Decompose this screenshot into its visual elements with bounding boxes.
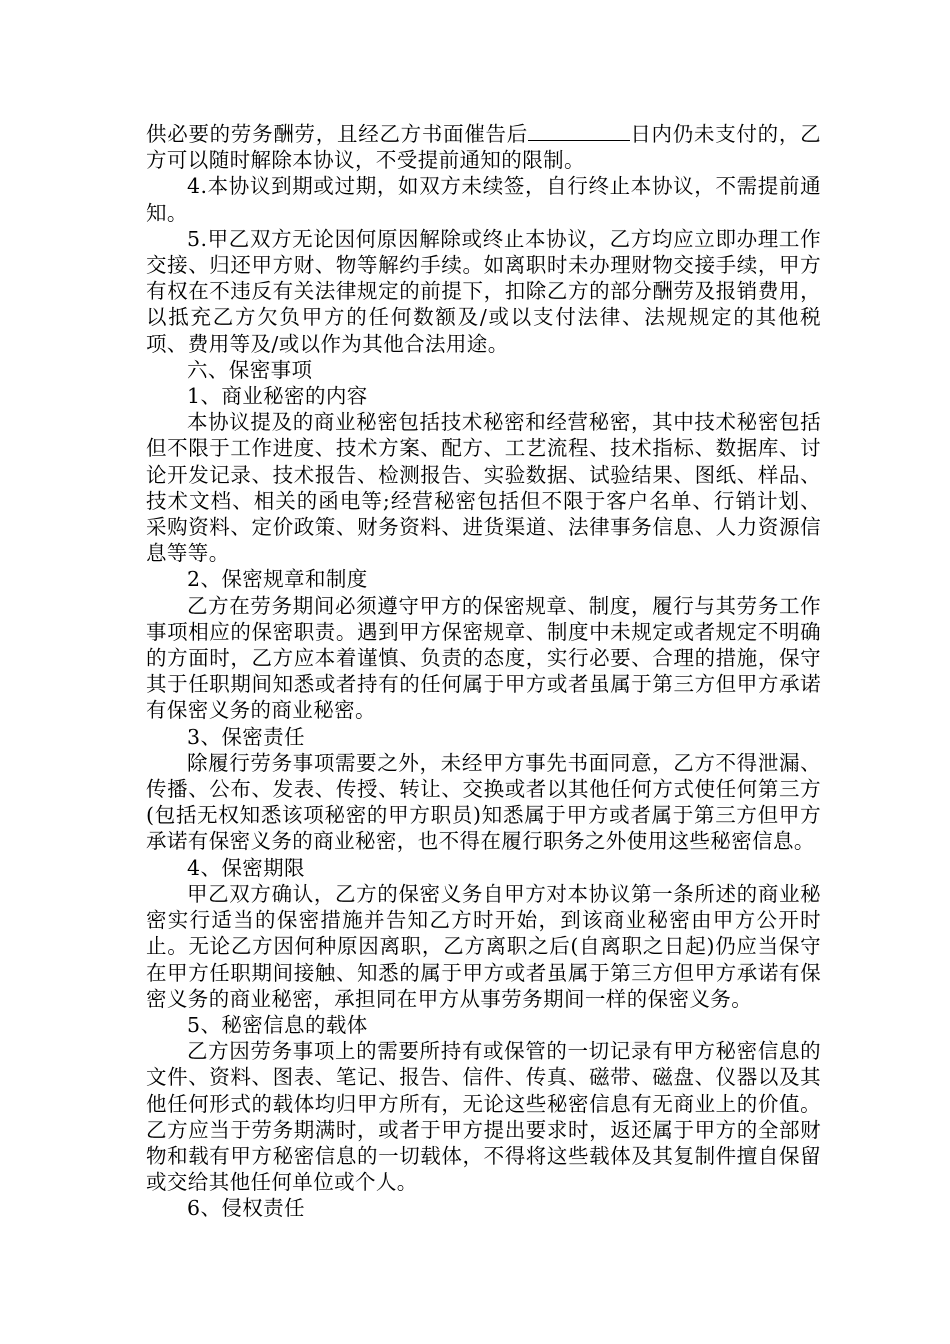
paragraph-text: 供必要的劳务酬劳，且经乙方书面催告后: [146, 122, 528, 146]
paragraph-expiry: 4.本协议到期或过期，如双方未续签，自行终止本协议，不需提前通知。: [146, 174, 821, 225]
subheading-trade-secret-content: 1、商业秘密的内容: [187, 384, 368, 409]
paragraph-trade-secret-content: 本协议提及的商业秘密包括技术秘密和经营秘密，其中技术秘密包括但不限于工作进度、技术方案、配方、工艺流程、技术指标、数据库、讨论开发记录、技术报告、检测报告、实验数据、试验结果、图纸、样品、技术文档、相关的函电等;经营秘密包括但不限于客户名单、行销计划、采购资料、定价政策、财务资料、进货渠道、法律事务信息、人力资源信息等等。: [146, 410, 821, 566]
paragraph-confidentiality-duty: 除履行劳务事项需要之外，未经甲方事先书面同意，乙方不得泄漏、传播、公布、发表、传授、转让、交换或者以其他任何方式使任何第三方(包括无权知悉该项秘密的甲方职员)知悉属于甲方或者属于第三方但甲方承诺有保密义务的商业秘密，也不得在履行职务之外使用这些秘密信息。: [146, 750, 821, 854]
subheading-secret-carriers: 5、秘密信息的载体: [187, 1012, 368, 1037]
blank-days-field: [528, 122, 630, 141]
subheading-confidentiality-duty: 3、保密责任: [187, 724, 305, 749]
subheading-confidentiality-rules: 2、保密规章和制度: [187, 567, 368, 592]
paragraph-secret-carriers: 乙方因劳务事项上的需要所持有或保管的一切记录有甲方秘密信息的文件、资料、图表、笔记、报告、信件、传真、磁带、磁盘、仪器以及其他任何形式的载体均归甲方所有，无论这些秘密信息有无商业上的价值。乙方应当于劳务期满时，或者于甲方提出要求时，返还属于甲方的全部财物和载有甲方秘密信息的一切载体，不得将这些载体及其复制件擅自保留或交给其他任何单位或个人。: [146, 1039, 821, 1195]
paragraph-confidentiality-period: 甲乙双方确认，乙方的保密义务自甲方对本协议第一条所述的商业秘密实行适当的保密措施并告知乙方时开始，到该商业秘密由甲方公开时止。无论乙方因何种原因离职，乙方离职之后(自离职之日起)仍应当保守在甲方任职期间接触、知悉的属于甲方或者虽属于第三方但甲方承诺有保密义务的商业秘密，承担同在甲方从事劳务期间一样的保密义务。: [146, 881, 821, 1011]
paragraph-payment-termination: [146, 121, 821, 173]
paragraph-text: 日内仍未支付的，乙方可以随时解除本协议，不受提前通知的限制。: [146, 122, 821, 173]
paragraph-confidentiality-rules: 乙方在劳务期间必须遵守甲方的保密规章、制度，履行与其劳务工作事项相应的保密职责。遇到甲方保密规章、制度中未规定或者规定不明确的方面时，乙方应本着谨慎、负责的态度，实行必要、合理的措施，保守其于任职期间知悉或者持有的任何属于甲方或者虽属于第三方但甲方承诺有保密义务的商业秘密。: [146, 593, 821, 723]
heading-confidentiality: 六、保密事项: [187, 357, 313, 382]
subheading-infringement: 6、侵权责任: [187, 1196, 305, 1221]
paragraph-dissolution: 5.甲乙双方无论因何原因解除或终止本协议，乙方均应立即办理工作交接、归还甲方财、物等解约手续。如离职时未办理财物交接手续，甲方有权在不违反有关法律规定的前提下，扣除乙方的部分酬劳及报销费用，以抵充乙方欠负甲方的任何数额及/或以支付法律、法规规定的其他税项、费用等及/或以作为其他合法用途。: [146, 226, 821, 356]
document-page: [146, 121, 821, 1222]
subheading-confidentiality-period: 4、保密期限: [187, 855, 305, 880]
